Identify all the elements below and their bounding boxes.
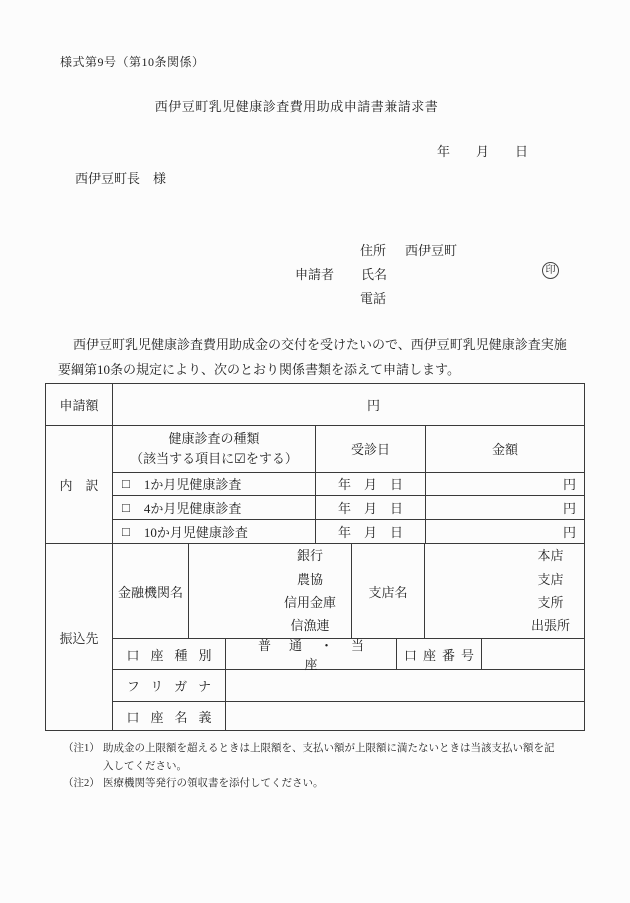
form-number: 様式第9号（第10条関係） [60, 55, 205, 69]
exam-type-header-line1: 健康診査の種類 [168, 430, 260, 446]
exam-type-cell [113, 496, 316, 519]
exam-label-10month: 10か月児健康診査 [143, 525, 248, 541]
exam-date-cell: 年 月 日 [316, 496, 426, 519]
bank-name-label: 金融機関名 [113, 544, 189, 638]
date-line: 年 月 日 [437, 144, 529, 159]
seal-mark-icon: 印 [542, 262, 559, 279]
transfer-label: 振込先 [46, 544, 113, 731]
exam-row-1month [113, 473, 584, 497]
exam-date-cell: 年 月 日 [316, 520, 426, 543]
application-table [45, 383, 585, 731]
furigana-cell [226, 670, 584, 701]
exam-type-cell [113, 473, 316, 496]
furigana-label: フリガナ [113, 670, 226, 701]
note-1 [63, 740, 555, 776]
bank-type-bank: 銀行 [296, 548, 323, 564]
transfer-section [46, 544, 584, 731]
exam-row-10month [113, 520, 584, 543]
page-title: 西伊豆町乳児健康診査費用助成申請書兼請求書 [154, 99, 439, 114]
breakdown-section [46, 426, 584, 544]
branch-type-options [425, 544, 584, 638]
note-2-label: （注2） [63, 778, 100, 789]
exam-date-header: 受診日 [316, 426, 426, 472]
body-paragraph-line2: 要綱第10条の規定により、次のとおり関係書類を添えて申請します。 [58, 362, 460, 377]
bank-row [113, 544, 584, 639]
furigana-row [113, 670, 584, 702]
note-2 [63, 775, 324, 793]
branch-type-branch: 支店 [537, 571, 564, 587]
branch-name-label: 支店名 [352, 544, 425, 638]
yen-unit: 円 [562, 501, 576, 517]
exam-type-cell [113, 520, 316, 543]
bank-type-fisherycoop: 信漁連 [290, 618, 330, 634]
branch-type-head: 本店 [537, 548, 564, 564]
applicant-phone-line [360, 288, 386, 307]
account-holder-label: 口座名義 [113, 702, 226, 731]
account-holder-row [113, 702, 584, 731]
address-value: 西伊豆町 [405, 243, 458, 258]
name-label: 氏名 [361, 267, 388, 282]
body-paragraph [58, 332, 567, 382]
note-1-label: （注1） [63, 743, 100, 754]
addressee: 西伊豆町長 様 [75, 171, 167, 186]
exam-type-header-line2: （該当する項目に☑をする） [130, 450, 298, 466]
exam-amount-cell [426, 496, 584, 519]
account-number-cell [482, 639, 584, 669]
yen-unit: 円 [562, 477, 576, 493]
exam-row-4month [113, 496, 584, 520]
breakdown-header-row [113, 426, 584, 473]
exam-type-header [113, 426, 316, 472]
exam-label-4month: 4か月児健康診査 [143, 501, 242, 517]
note-1-text: 助成金の上限額を超えるときは上限額を、支払い額が上限額に満たないときは当該支払い額を記 入してください。 [103, 743, 555, 772]
account-type-value: 普通・当座 [226, 639, 397, 669]
address-label: 住所 [360, 243, 387, 258]
checkbox-10month-icon: □ [122, 523, 130, 539]
application-amount-row [46, 384, 584, 426]
exam-date-cell: 年 月 日 [316, 473, 426, 496]
bank-type-agricoop: 農協 [296, 571, 323, 587]
note-2-text: 医療機関等発行の領収書を添付してください。 [103, 778, 324, 789]
bank-type-shinkin: 信用金庫 [283, 595, 336, 610]
breakdown-label: 内 訳 [46, 426, 113, 543]
yen-unit: 円 [562, 525, 576, 541]
checkbox-1month-icon: □ [122, 475, 130, 491]
branch-type-suboffice: 出張所 [530, 618, 570, 634]
applicant-label: 申請者 [295, 267, 335, 282]
application-amount-unit: 円 [366, 398, 380, 413]
amount-header: 金額 [491, 442, 518, 458]
applicant-name-line [295, 264, 387, 283]
bank-type-options [189, 544, 352, 638]
phone-label: 電話 [360, 291, 387, 306]
exam-amount-cell [426, 473, 584, 496]
application-amount-cell [113, 384, 584, 425]
account-type-row [113, 639, 584, 670]
account-type-label: 口座種別 [113, 639, 226, 669]
branch-type-office: 支所 [537, 595, 564, 610]
exam-label-1month: 1か月児健康診査 [143, 477, 242, 493]
application-amount-label: 申請額 [46, 384, 113, 425]
account-holder-cell [226, 702, 584, 731]
body-paragraph-line1: 西伊豆町乳児健康診査費用助成金の交付を受けたいので、西伊豆町乳児健康診査実施 [73, 337, 567, 352]
exam-amount-cell [426, 520, 584, 543]
account-number-label: 口座番号 [397, 639, 482, 669]
checkbox-4month-icon: □ [122, 499, 130, 515]
applicant-address-line [360, 240, 457, 259]
